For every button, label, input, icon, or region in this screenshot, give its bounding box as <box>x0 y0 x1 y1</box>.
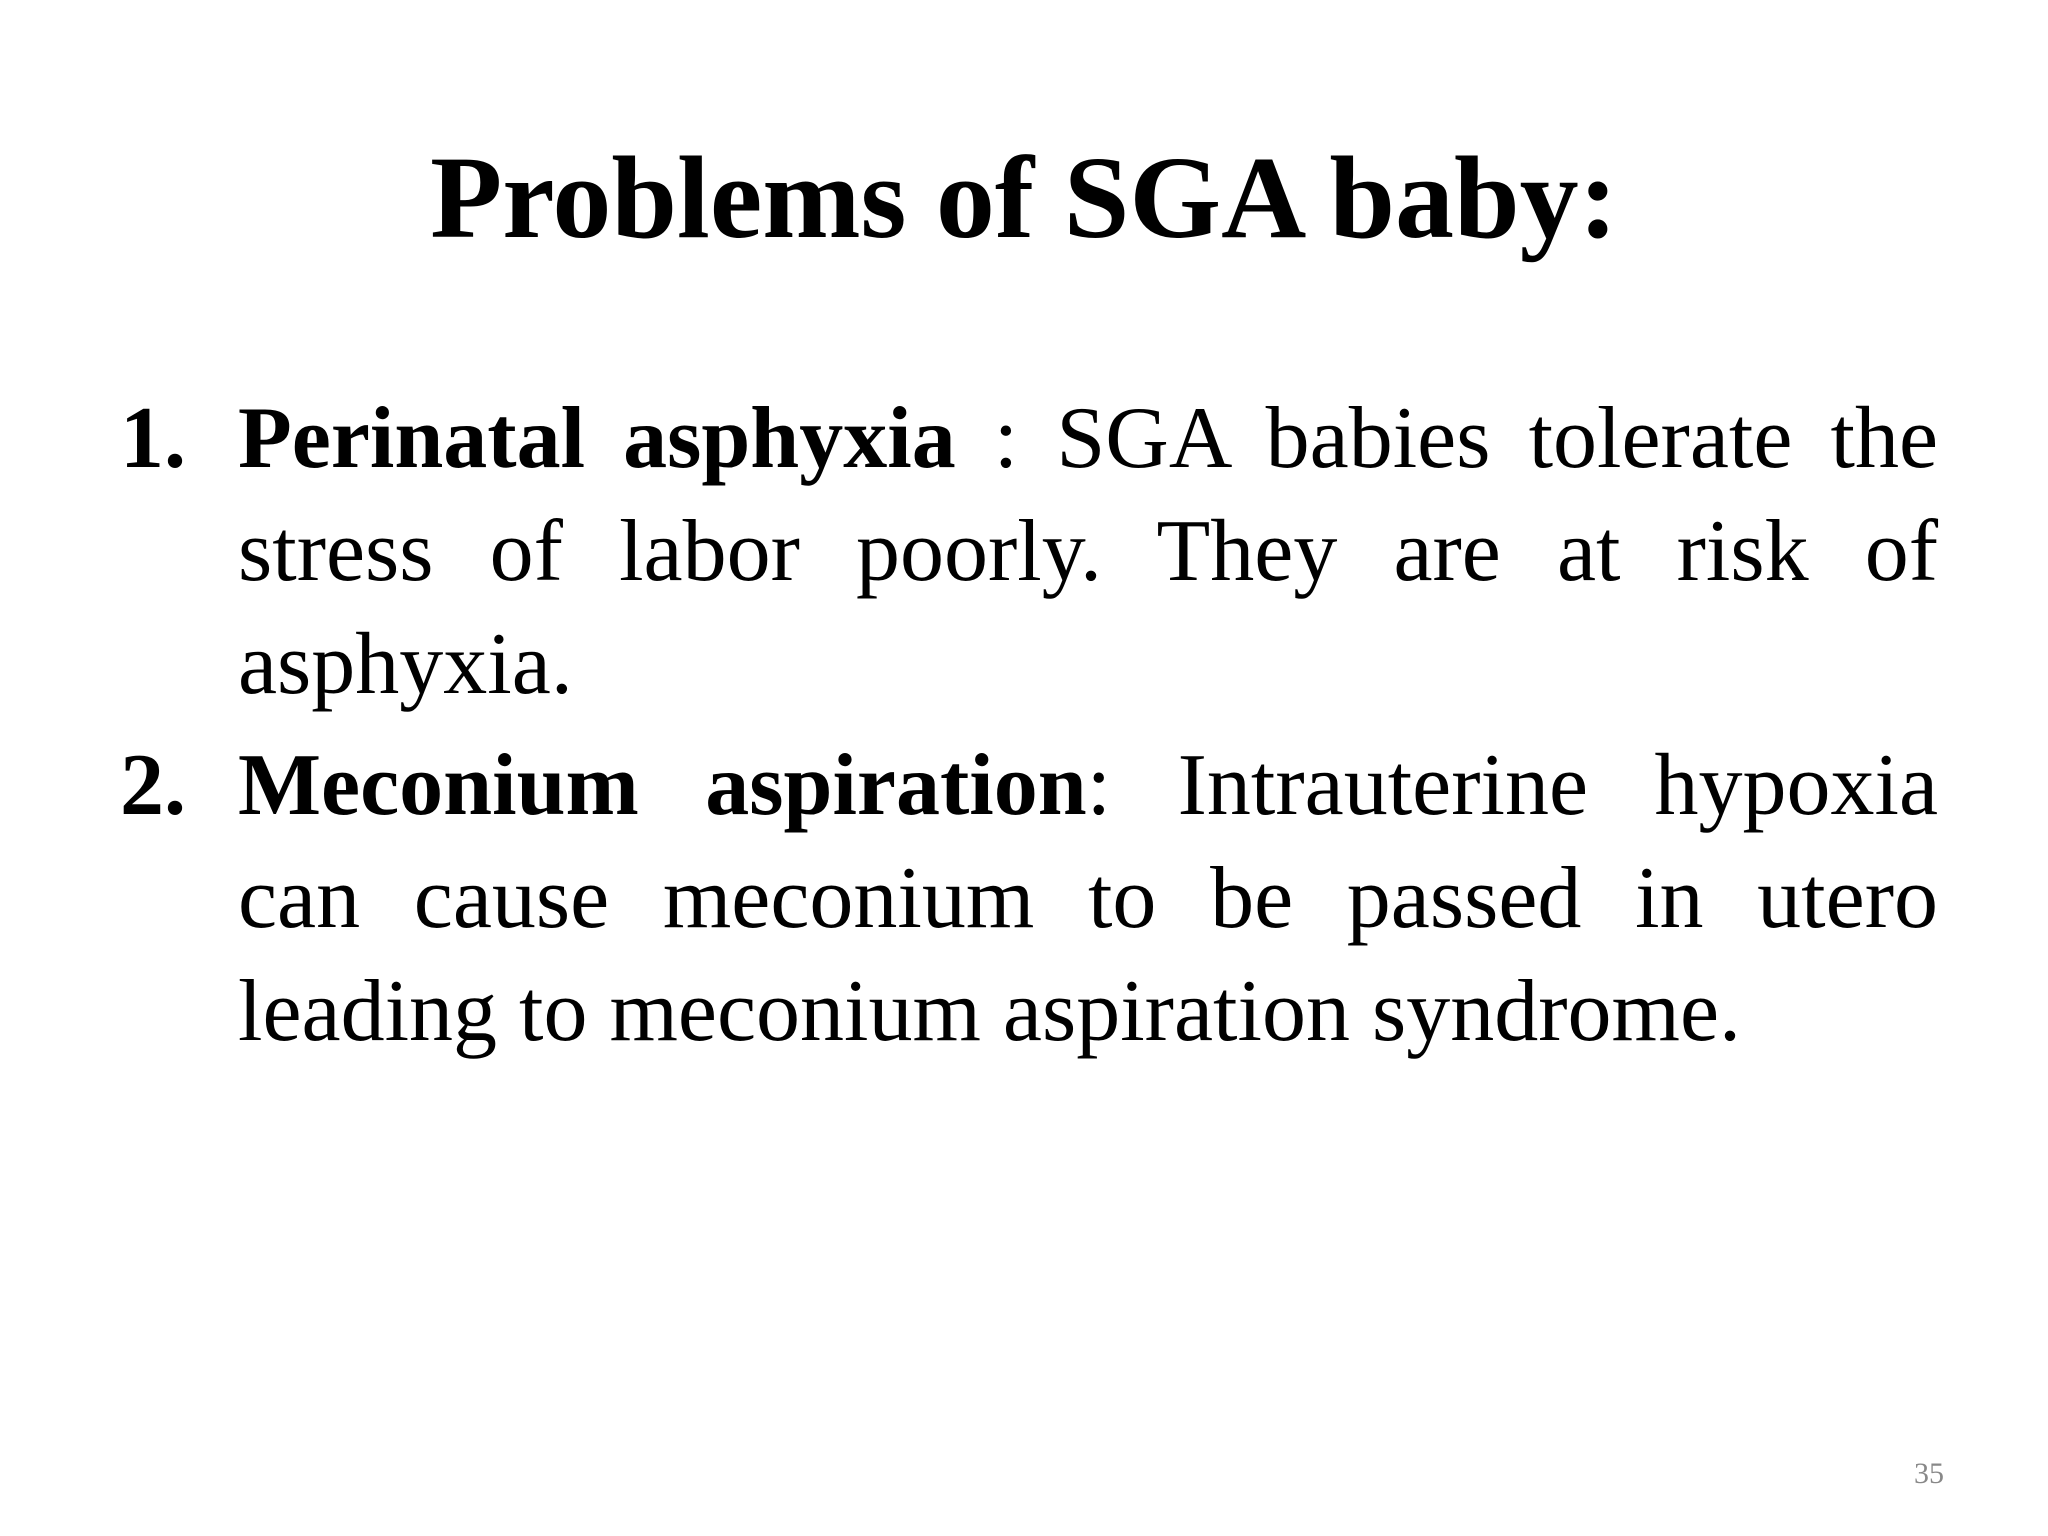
list-item-separator: : <box>1086 737 1178 834</box>
list-item-number: 1. <box>120 390 186 487</box>
list-item-number: 2. <box>120 737 186 834</box>
list-item-separator: : <box>955 390 1057 487</box>
page-number: 35 <box>1914 1457 1944 1490</box>
problems-list <box>120 382 1938 1076</box>
list-item-text: SGA babies tolerate the stress of labor poorly. They are at risk of asphyxia. <box>238 390 1938 713</box>
list-item-term: Perinatal asphyxia <box>238 390 956 487</box>
slide-title: Problems of SGA baby: <box>430 132 1618 263</box>
list-item-text: Intrauterine hypoxia can cause meconium to be passed in utero leading to meconium aspiration syndrome. <box>238 737 1939 1060</box>
list-item <box>120 382 1938 721</box>
list-item-term: Meconium aspiration <box>238 737 1087 834</box>
list-item <box>120 729 1938 1068</box>
